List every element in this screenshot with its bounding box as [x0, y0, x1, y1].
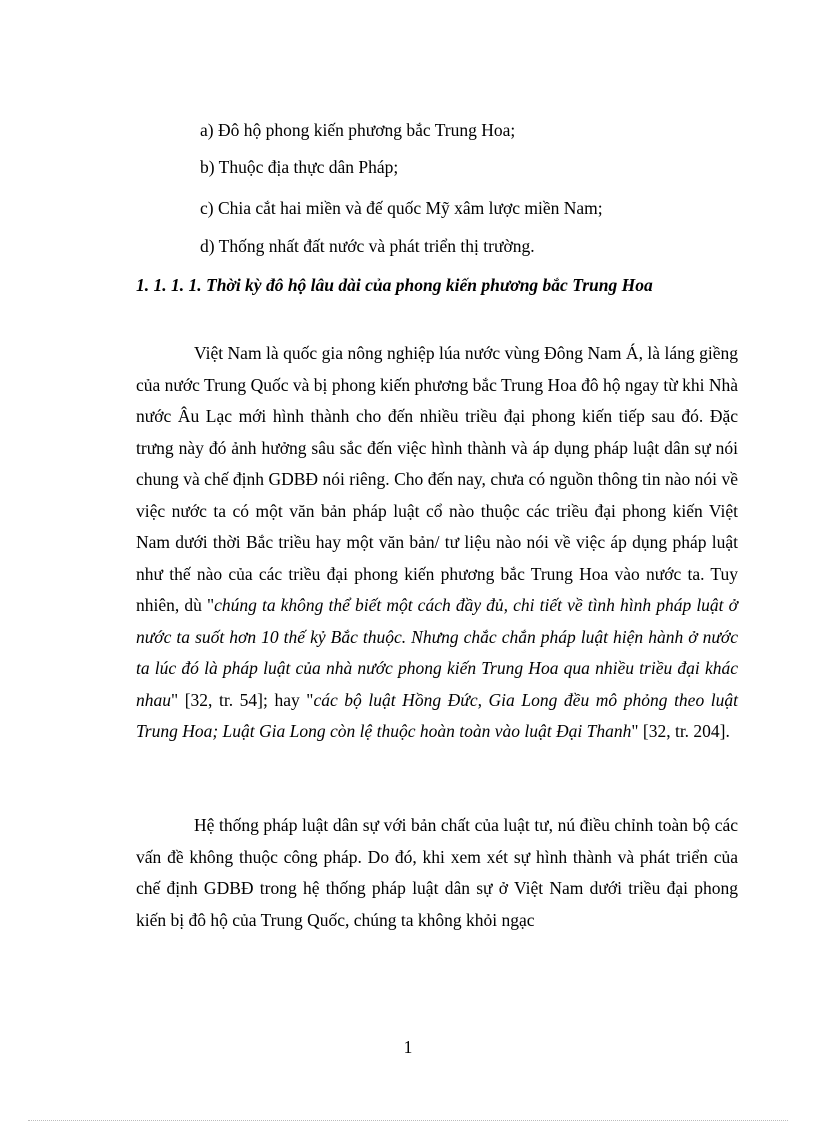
- citation-quote-2: các bộ luật Hồng Đức, Gia Long đều mô phỏng theo luật Trung Hoa; Luật Gia Long còn lệ thuộc hoàn toàn vào luật Đại Thanh: [136, 689, 738, 741]
- page-bottom-divider: [28, 1120, 788, 1121]
- section-heading: 1. 1. 1. 1. Thời kỳ đô hộ lâu dài của phong kiến phương bắc Trung Hoa: [136, 275, 653, 295]
- citation-quote-1: chúng ta không thể biết một cách đầy đủ, chi tiết về tình hình pháp luật ở nước ta suốt hơn 10 thế kỷ Bắc thuộc. Nhưng chắc chắn pháp luật hiện hành ở nước ta lúc đó là pháp luật của nhà nước phong kiến Trung Hoa qua nhiều triều đại khác nhau: [136, 595, 738, 710]
- paragraph-1-text-c: " [32, tr. 204].: [631, 721, 730, 741]
- list-item-d: d) Thống nhất đất nước và phát triển thị trường.: [200, 236, 535, 256]
- list-item-b: b) Thuộc địa thực dân Pháp;: [200, 157, 399, 177]
- paragraph-1-text-b: " [32, tr. 54]; hay ": [171, 689, 314, 710]
- page-number: 1: [403, 1037, 413, 1057]
- list-item-c: c) Chia cắt hai miền và đế quốc Mỹ xâm lược miền Nam;: [200, 198, 603, 218]
- paragraph-1: [136, 338, 738, 748]
- paragraph-1-text-a: Việt Nam là quốc gia nông nghiệp lúa nước vùng Đông Nam Á, là láng giềng của nước Trung Quốc và bị phong kiến phương bắc Trung Hoa đô hộ ngay từ khi Nhà nước Âu Lạc mới hình thành cho đến nhiều triều đại phong kiến tiếp sau đó. Đặc trưng này đó ảnh hưởng sâu sắc đến việc hình thành và áp dụng pháp luật dân sự nói chung và chế định GDBĐ nói riêng. Cho đến nay, chưa có nguồn thông tin nào nói về việc nước ta có một văn bản pháp luật cổ nào thuộc các triều đại phong kiến Việt Nam dưới thời Bắc triều hay một văn bản/ tư liệu nào nói về việc áp dụng pháp luật như thế nào của các triều đại phong kiến phương bắc Trung Hoa vào nước ta. Tuy nhiên, dù ": [136, 343, 738, 615]
- list-item-a: a) Đô hộ phong kiến phương bắc Trung Hoa;: [200, 120, 516, 140]
- paragraph-2: Hệ thống pháp luật dân sự với bản chất của luật tư, nú điều chỉnh toàn bộ các vấn đề không thuộc công pháp. Do đó, khi xem xét sự hình thành và phát triển của chế định GDBĐ trong hệ thống pháp luật dân sự ở Việt Nam dưới triều đại phong kiến bị đô hộ của Trung Quốc, chúng ta không khỏi ngạc: [136, 815, 738, 930]
